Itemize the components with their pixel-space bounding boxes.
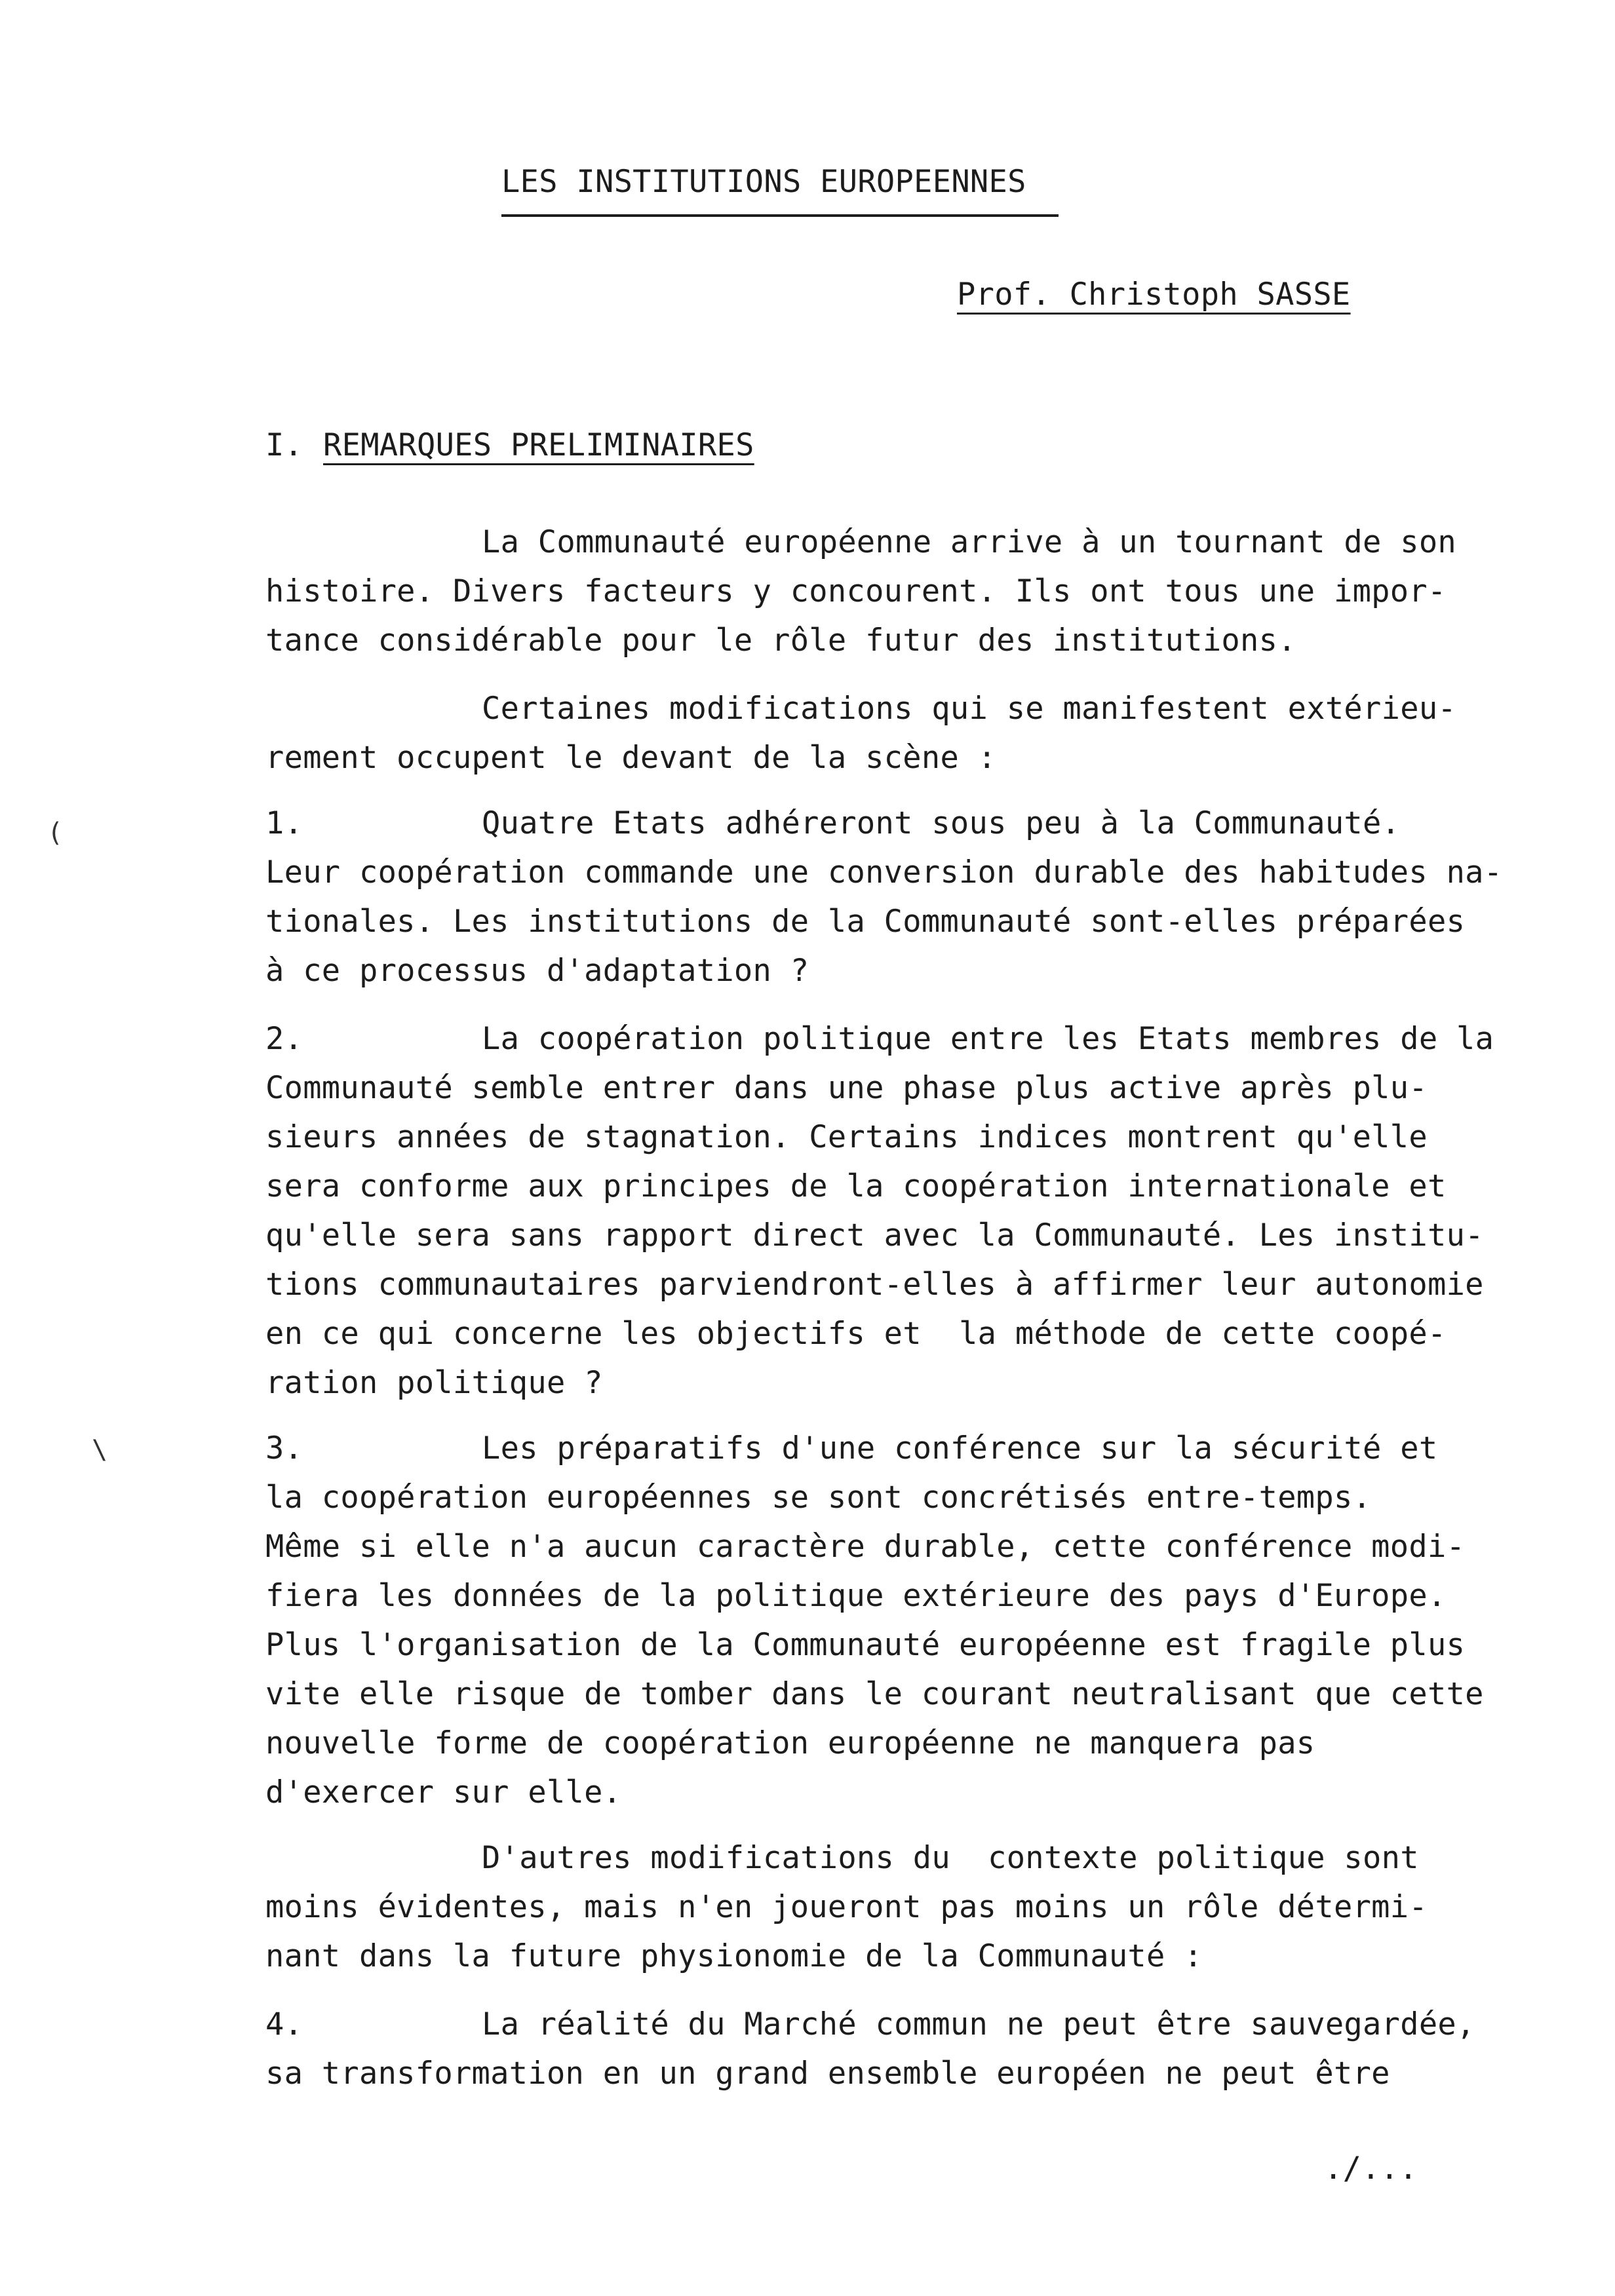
paragraph-line: rement occupent le devant de la scène : — [265, 740, 997, 776]
paragraph-line: D'autres modifications du contexte politique sont — [482, 1840, 1419, 1876]
paragraph-line: La réalité du Marché commun ne peut être sauvegardée, — [482, 2006, 1475, 2042]
paragraph-line: moins évidentes, mais n'en joueront pas moins un rôle détermi- — [265, 1889, 1428, 1925]
paragraph-line: sa transformation en un grand ensemble européen ne peut être — [265, 2056, 1390, 2092]
paragraph-line: Même si elle n'a aucun caractère durable, cette conférence modi- — [265, 1529, 1466, 1565]
paragraph-line: sieurs années de stagnation. Certains indices montrent qu'elle — [265, 1119, 1428, 1155]
item-number: 1. — [265, 805, 303, 841]
paragraph-line: nouvelle forme de coopération européenne ne manquera pas — [265, 1725, 1315, 1761]
paragraph-line: Communauté semble entrer dans une phase plus active après plu- — [265, 1070, 1428, 1106]
paragraph-line: Les préparatifs d'une conférence sur la sécurité et — [482, 1430, 1438, 1466]
margin-mark: \ — [92, 1435, 108, 1465]
paragraph-line: Certaines modifications qui se manifestent extérieu- — [482, 691, 1457, 727]
item-number: 4. — [265, 2006, 303, 2042]
paragraph-line: sera conforme aux principes de la coopération internationale et — [265, 1168, 1447, 1204]
paragraph-line: à ce processus d'adaptation ? — [265, 953, 809, 989]
paragraph-line: d'exercer sur elle. — [265, 1774, 622, 1810]
paragraph-line: la coopération européennes se sont concrétisés entre-temps. — [265, 1480, 1372, 1516]
paragraph-line: en ce qui concerne les objectifs et la méthode de cette coopé- — [265, 1316, 1447, 1352]
paragraph-line: ration politique ? — [265, 1365, 603, 1401]
paragraph-line: Leur coopération commande une conversion durable des habitudes na- — [265, 854, 1503, 890]
title-underline — [501, 214, 1059, 217]
paragraph-line: fiera les données de la politique extérieure des pays d'Europe. — [265, 1578, 1447, 1614]
section-number: I. — [265, 427, 303, 463]
paragraph-line: Plus l'organisation de la Communauté européenne est fragile plus — [265, 1627, 1466, 1663]
paragraph-line: histoire. Divers facteurs y concourent. Ils ont tous une impor- — [265, 573, 1447, 609]
paragraph-line: qu'elle sera sans rapport direct avec la Communauté. Les institu- — [265, 1217, 1484, 1253]
item-number: 2. — [265, 1021, 303, 1057]
paragraph-line: tions communautaires parviendront-elles à affirmer leur autonomie — [265, 1267, 1484, 1303]
item-number: 3. — [265, 1430, 303, 1466]
paragraph-line: Quatre Etats adhéreront sous peu à la Communauté. — [482, 805, 1401, 841]
paragraph-line: nant dans la future physionomie de la Communauté : — [265, 1938, 1203, 1974]
document-title: LES INSTITUTIONS EUROPEENNES — [501, 164, 1026, 200]
paragraph-line: tance considérable pour le rôle futur des institutions. — [265, 622, 1296, 659]
paragraph-line: tionales. Les institutions de la Communauté sont-elles préparées — [265, 904, 1466, 940]
paragraph-line: La Communauté européenne arrive à un tournant de son — [482, 524, 1457, 560]
margin-mark: ( — [47, 818, 64, 848]
continuation-mark: ./... — [1324, 2151, 1418, 2187]
paragraph-line: La coopération politique entre les Etats membres de la — [482, 1021, 1494, 1057]
paragraph-line: vite elle risque de tomber dans le courant neutralisant que cette — [265, 1676, 1484, 1712]
section-heading: REMARQUES PRELIMINAIRES — [323, 427, 754, 463]
document-author: Prof. Christoph SASSE — [957, 277, 1351, 313]
